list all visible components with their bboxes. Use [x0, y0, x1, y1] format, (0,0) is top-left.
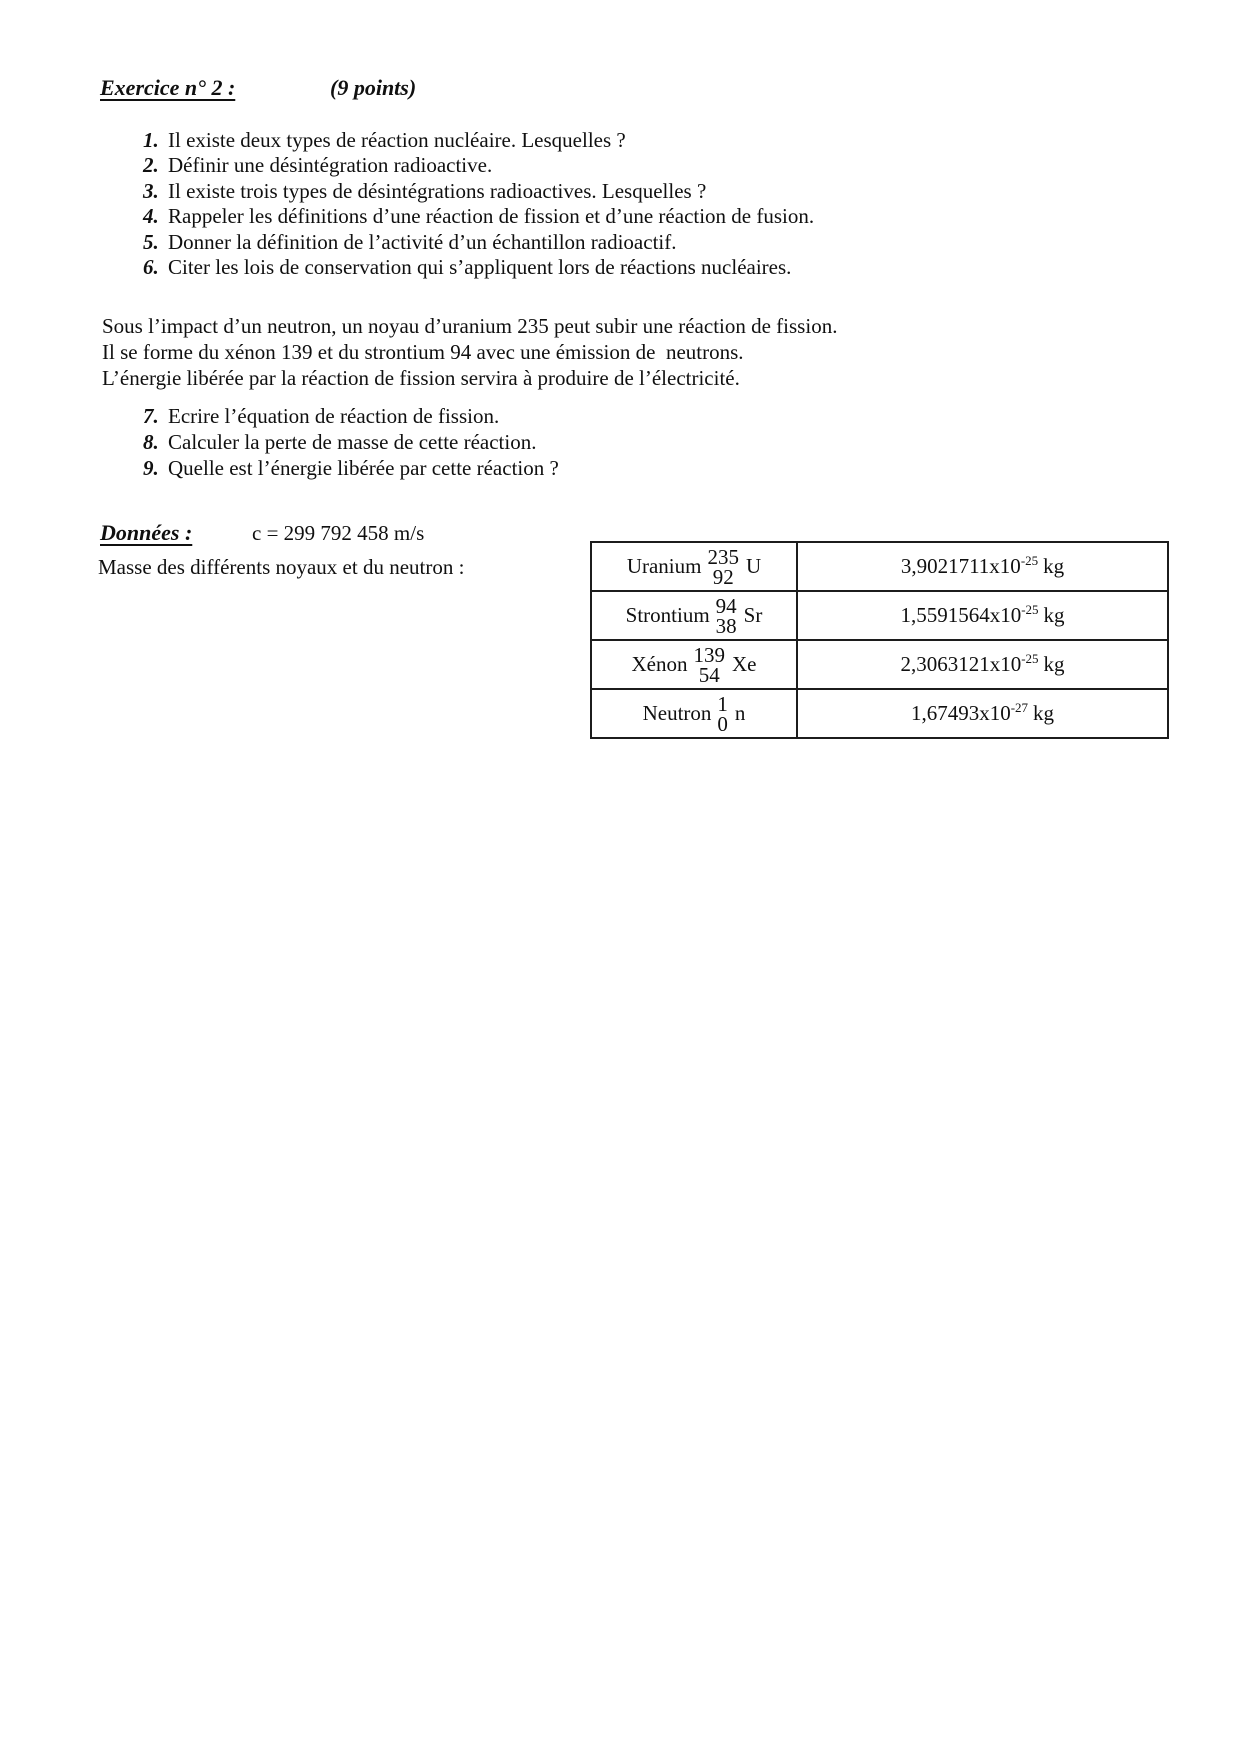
paragraph-line: Il se forme du xénon 139 et du strontium 94 avec une émission de neutrons.	[102, 340, 744, 364]
question-list-1	[143, 128, 814, 280]
question-text: Ecrire l’équation de réaction de fission.	[168, 404, 500, 428]
mass-unit: kg	[1033, 701, 1055, 725]
atomic-number: 0	[717, 711, 728, 736]
question-list-2	[143, 403, 559, 481]
mass-number: 235	[707, 544, 739, 569]
question-item	[143, 128, 814, 153]
donnees-label: Données :	[100, 520, 193, 545]
nuclide-numbers	[715, 593, 737, 638]
mass-value-cell	[797, 591, 1168, 640]
mass-table-container	[590, 541, 1169, 739]
mass-number: 94	[715, 593, 737, 618]
nuclide-numbers	[693, 642, 726, 687]
question-item	[143, 429, 559, 455]
nuclide-numbers	[717, 691, 728, 736]
question-text: Définir une désintégration radioactive.	[168, 153, 493, 178]
element-name: Strontium	[625, 603, 710, 627]
question-text: Citer les lois de conservation qui s’appliquent lors de réactions nucléaires.	[168, 255, 792, 280]
element-symbol: U	[745, 554, 762, 578]
exercise-title: Exercice n° 2 :	[100, 75, 236, 100]
exercise-header	[100, 75, 417, 101]
element-symbol: Sr	[743, 603, 763, 627]
question-text: Rappeler les définitions d’une réaction de fission et d’une réaction de fusion.	[168, 204, 815, 229]
question-item	[143, 179, 814, 204]
element-symbol: n	[734, 701, 746, 725]
question-number: 6.	[143, 255, 159, 280]
speed-of-light-value: c = 299 792 458 m/s	[252, 521, 425, 545]
nuclide-cell	[591, 591, 797, 640]
question-item	[143, 455, 559, 481]
question-item	[143, 255, 814, 280]
mass-exponent: -25	[1020, 553, 1039, 568]
table-row	[591, 591, 1168, 640]
table-row	[591, 689, 1168, 738]
mass-unit: kg	[1043, 554, 1065, 578]
mass-value-cell	[797, 542, 1168, 591]
nuclide-notation	[592, 642, 796, 687]
mass-exponent: -27	[1010, 700, 1029, 715]
question-number: 8.	[143, 430, 159, 454]
question-number: 2.	[143, 153, 159, 178]
atomic-number: 92	[712, 564, 734, 589]
question-text: Quelle est l’énergie libérée par cette réaction ?	[168, 456, 559, 480]
question-number: 7.	[143, 404, 159, 428]
nuclide-notation	[592, 544, 796, 589]
mass-exponent: -25	[1021, 651, 1039, 666]
mass-table	[590, 541, 1169, 739]
element-name: Uranium	[626, 554, 702, 578]
question-text: Calculer la perte de masse de cette réaction.	[168, 430, 537, 454]
nuclide-cell	[591, 640, 797, 689]
points-label: (9 points)	[330, 75, 417, 100]
mass-value-cell	[797, 640, 1168, 689]
question-number: 5.	[143, 229, 159, 254]
table-row	[591, 640, 1168, 689]
mass-unit: kg	[1043, 652, 1065, 676]
question-number: 9.	[143, 456, 159, 480]
mass-value: 1,67493x10	[910, 701, 1011, 725]
element-name: Neutron	[642, 701, 712, 725]
question-item	[143, 153, 814, 178]
question-number: 4.	[143, 204, 159, 229]
nuclide-numbers	[707, 544, 739, 589]
question-item	[143, 230, 814, 255]
atomic-number: 54	[698, 662, 720, 687]
mass-unit: kg	[1043, 603, 1065, 627]
nuclide-cell	[591, 689, 797, 738]
context-paragraph	[102, 313, 837, 391]
table-row	[591, 542, 1168, 591]
mass-value: 2,3063121x10	[900, 652, 1022, 676]
mass-value: 3,9021711x10	[900, 554, 1021, 578]
mass-value: 1,5591564x10	[900, 603, 1022, 627]
mass-exponent: -25	[1021, 602, 1039, 617]
nuclide-notation	[592, 593, 796, 638]
question-text: Il existe deux types de réaction nucléaire. Lesquelles ?	[168, 128, 626, 152]
nuclide-cell	[591, 542, 797, 591]
element-symbol: Xe	[732, 652, 757, 676]
atomic-number: 38	[715, 613, 737, 638]
question-item	[143, 204, 814, 229]
mass-number: 139	[693, 642, 725, 667]
element-name: Xénon	[631, 652, 688, 676]
mass-value-cell	[797, 689, 1168, 738]
nuclide-notation	[592, 691, 796, 736]
paragraph-line: Sous l’impact d’un neutron, un noyau d’uranium 235 peut subir une réaction de fission.	[102, 314, 838, 338]
paragraph-line: L’énergie libérée par la réaction de fission servira à produire de l’électricité.	[102, 366, 740, 390]
mass-number: 1	[717, 691, 728, 716]
question-text: Donner la définition de l’activité d’un échantillon radioactif.	[168, 229, 677, 254]
question-number: 3.	[143, 178, 159, 203]
question-text: Il existe trois types de désintégrations radioactives. Lesquelles ?	[168, 178, 707, 203]
question-item	[143, 403, 559, 429]
mass-intro-text: Masse des différents noyaux et du neutron :	[98, 555, 465, 579]
question-number: 1.	[143, 128, 159, 152]
